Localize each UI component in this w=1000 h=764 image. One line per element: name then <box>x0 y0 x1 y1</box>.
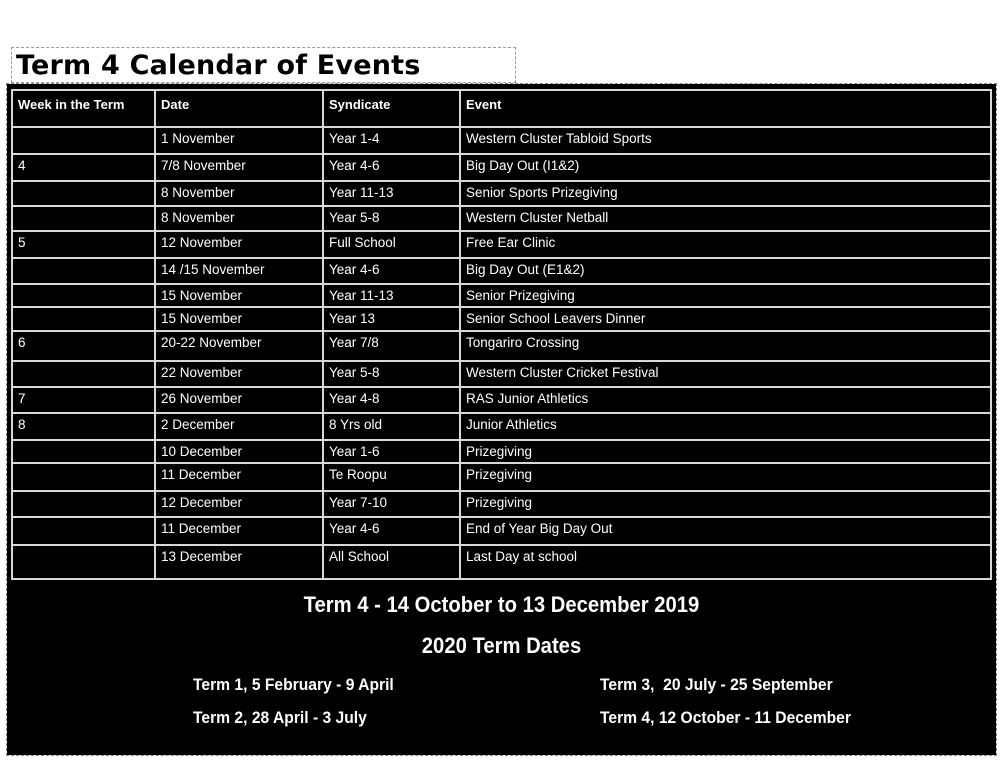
term-1-dates: Term 1, 5 February - 9 April <box>193 675 394 694</box>
table-row <box>12 331 991 361</box>
week-cell <box>12 517 155 545</box>
event-cell: Western Cluster Tabloid Sports <box>460 127 991 154</box>
date-cell: 15 November <box>155 284 323 307</box>
date-cell: 11 December <box>155 517 323 545</box>
table-row <box>12 231 991 258</box>
table-row <box>12 361 991 387</box>
term-dates-heading: 2020 Term Dates <box>421 633 582 658</box>
week-cell: 5 <box>12 231 155 258</box>
header-date: Date <box>155 90 323 127</box>
date-cell: 12 December <box>155 491 323 517</box>
table-row <box>12 413 991 440</box>
week-cell <box>12 258 155 284</box>
date-cell: 10 December <box>155 440 323 463</box>
event-cell: Western Cluster Cricket Festival <box>460 361 991 387</box>
event-cell: Last Day at school <box>460 545 991 579</box>
term-4-dates: Term 4, 12 October - 11 December <box>600 708 851 727</box>
event-cell: Junior Athletics <box>460 413 991 440</box>
table-row <box>12 181 991 206</box>
date-cell: 22 November <box>155 361 323 387</box>
syndicate-cell: 8 Yrs old <box>323 413 460 440</box>
event-cell: Free Ear Clinic <box>460 231 991 258</box>
syndicate-cell: Year 13 <box>323 307 460 331</box>
week-cell <box>12 545 155 579</box>
syndicate-cell: Year 1-4 <box>323 127 460 154</box>
week-cell <box>12 463 155 491</box>
syndicate-cell: Year 7/8 <box>323 331 460 361</box>
date-cell: 2 December <box>155 413 323 440</box>
event-cell: Senior School Leavers Dinner <box>460 307 991 331</box>
table-row <box>12 206 991 231</box>
header-syndicate: Syndicate <box>323 90 460 127</box>
date-cell: 20-22 November <box>155 331 323 361</box>
week-cell: 4 <box>12 154 155 181</box>
week-cell: 7 <box>12 387 155 413</box>
event-cell: Prizegiving <box>460 440 991 463</box>
week-cell <box>12 181 155 206</box>
syndicate-cell: Year 7-10 <box>323 491 460 517</box>
header-week: Week in the Term <box>12 90 155 127</box>
date-cell: 8 November <box>155 181 323 206</box>
term-4-heading: Term 4 - 14 October to 13 December 2019 <box>303 592 700 617</box>
table-row <box>12 258 991 284</box>
header-event: Event <box>460 90 991 127</box>
week-cell: 8 <box>12 413 155 440</box>
syndicate-cell: Year 4-6 <box>323 517 460 545</box>
table-row <box>12 545 991 579</box>
syndicate-cell: Year 11-13 <box>323 284 460 307</box>
date-cell: 15 November <box>155 307 323 331</box>
date-cell: 7/8 November <box>155 154 323 181</box>
event-cell: Prizegiving <box>460 463 991 491</box>
term-3-dates: Term 3, 20 July - 25 September <box>600 675 833 694</box>
week-cell <box>12 127 155 154</box>
events-table <box>11 89 992 580</box>
week-cell <box>12 361 155 387</box>
syndicate-cell: Year 5-8 <box>323 206 460 231</box>
date-cell: 12 November <box>155 231 323 258</box>
syndicate-cell: Year 1-6 <box>323 440 460 463</box>
syndicate-cell: Te Roopu <box>323 463 460 491</box>
table-header-row <box>12 90 991 127</box>
week-cell <box>12 440 155 463</box>
event-cell: Senior Prizegiving <box>460 284 991 307</box>
syndicate-cell: Full School <box>323 231 460 258</box>
week-cell <box>12 206 155 231</box>
date-cell: 1 November <box>155 127 323 154</box>
syndicate-cell: Year 4-8 <box>323 387 460 413</box>
page-title: Term 4 Calendar of Events <box>16 50 421 81</box>
event-cell: End of Year Big Day Out <box>460 517 991 545</box>
table-row <box>12 440 991 463</box>
event-cell: Big Day Out (E1&2) <box>460 258 991 284</box>
week-cell <box>12 307 155 331</box>
table-row <box>12 517 991 545</box>
week-cell: 6 <box>12 331 155 361</box>
table-row <box>12 387 991 413</box>
event-cell: RAS Junior Athletics <box>460 387 991 413</box>
date-cell: 11 December <box>155 463 323 491</box>
table-row <box>12 307 991 331</box>
date-cell: 26 November <box>155 387 323 413</box>
syndicate-cell: Year 11-13 <box>323 181 460 206</box>
syndicate-cell: Year 4-6 <box>323 258 460 284</box>
date-cell: 8 November <box>155 206 323 231</box>
syndicate-cell: All School <box>323 545 460 579</box>
table-row <box>12 463 991 491</box>
term-2-dates: Term 2, 28 April - 3 July <box>193 708 367 727</box>
date-cell: 13 December <box>155 545 323 579</box>
syndicate-cell: Year 4-6 <box>323 154 460 181</box>
event-cell: Prizegiving <box>460 491 991 517</box>
table-row <box>12 127 991 154</box>
table-row <box>12 284 991 307</box>
week-cell <box>12 284 155 307</box>
week-cell <box>12 491 155 517</box>
event-cell: Western Cluster Netball <box>460 206 991 231</box>
event-cell: Tongariro Crossing <box>460 331 991 361</box>
table-row <box>12 491 991 517</box>
date-cell: 14 /15 November <box>155 258 323 284</box>
syndicate-cell: Year 5-8 <box>323 361 460 387</box>
event-cell: Big Day Out (I1&2) <box>460 154 991 181</box>
event-cell: Senior Sports Prizegiving <box>460 181 991 206</box>
table-row <box>12 154 991 181</box>
